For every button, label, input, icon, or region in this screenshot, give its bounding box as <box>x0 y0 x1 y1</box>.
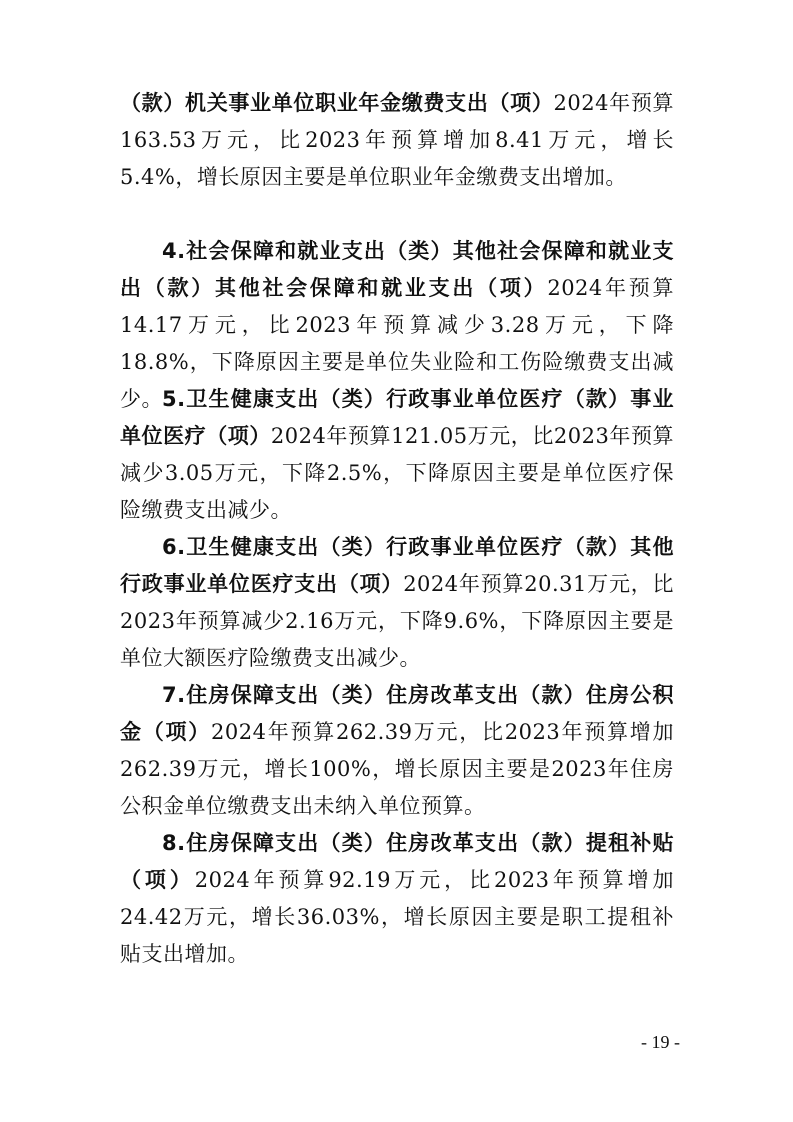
paragraph-heading: 7.住房保障支出（类）住房改革支出（款）住房公积金（项） <box>120 683 674 744</box>
paragraph-housing-fund <box>120 677 674 825</box>
paragraph-body: 2024年预算262.39万元，比2023年预算增加262.39万元，增长100%，增长原因主要是2023年住房公积金单位缴费支出未纳入单位预算。 <box>120 720 674 818</box>
paragraph-heading: 6.卫生健康支出（类）行政事业单位医疗（款）其他行政事业单位医疗支出（项） <box>120 535 674 596</box>
paragraph-heading: 5.卫生健康支出（类）行政事业单位医疗（款）事业单位医疗（项） <box>120 387 674 448</box>
page-number: - 19 - <box>641 1032 680 1052</box>
paragraph-rent-subsidy <box>120 825 674 973</box>
paragraph-heading: （款）机关事业单位职业年金缴费支出（项） <box>120 91 554 115</box>
paragraph-body: 2024年预算92.19万元，比2023年预算增加24.42万元，增长36.03%，增长原因主要是职工提租补贴支出增加。 <box>120 868 674 966</box>
paragraph-health-institution <box>120 381 674 529</box>
paragraph-heading: 8.住房保障支出（类）住房改革支出（款）提租补贴（项） <box>120 831 674 892</box>
paragraph-body: 2024年预算20.31万元，比2023年预算减少2.16万元，下降9.6%，下降原因主要是单位大额医疗险缴费支出减少。 <box>120 572 675 670</box>
paragraph-body: 2024年预算14.17万元，比2023年预算减少3.28万元，下降18.8%，下降原因主要是单位失业险和工伤险缴费支出减少。 <box>120 276 674 411</box>
paragraph-body: 2024年预算121.05万元，比2023年预算减少3.05万元，下降2.5%，下降原因主要是单位医疗保险缴费支出减少。 <box>120 424 674 522</box>
paragraph-health-other <box>120 529 674 677</box>
paragraph-body: 2024年预算163.53万元，比2023年预算增加8.41万元，增长5.4%，增长原因主要是单位职业年金缴费支出增加。 <box>120 91 675 189</box>
paragraph-heading: 4.社会保障和就业支出（类）其他社会保障和就业支出（款）其他社会保障和就业支出（项） <box>120 239 674 300</box>
paragraph-pension-annuity <box>120 85 674 196</box>
